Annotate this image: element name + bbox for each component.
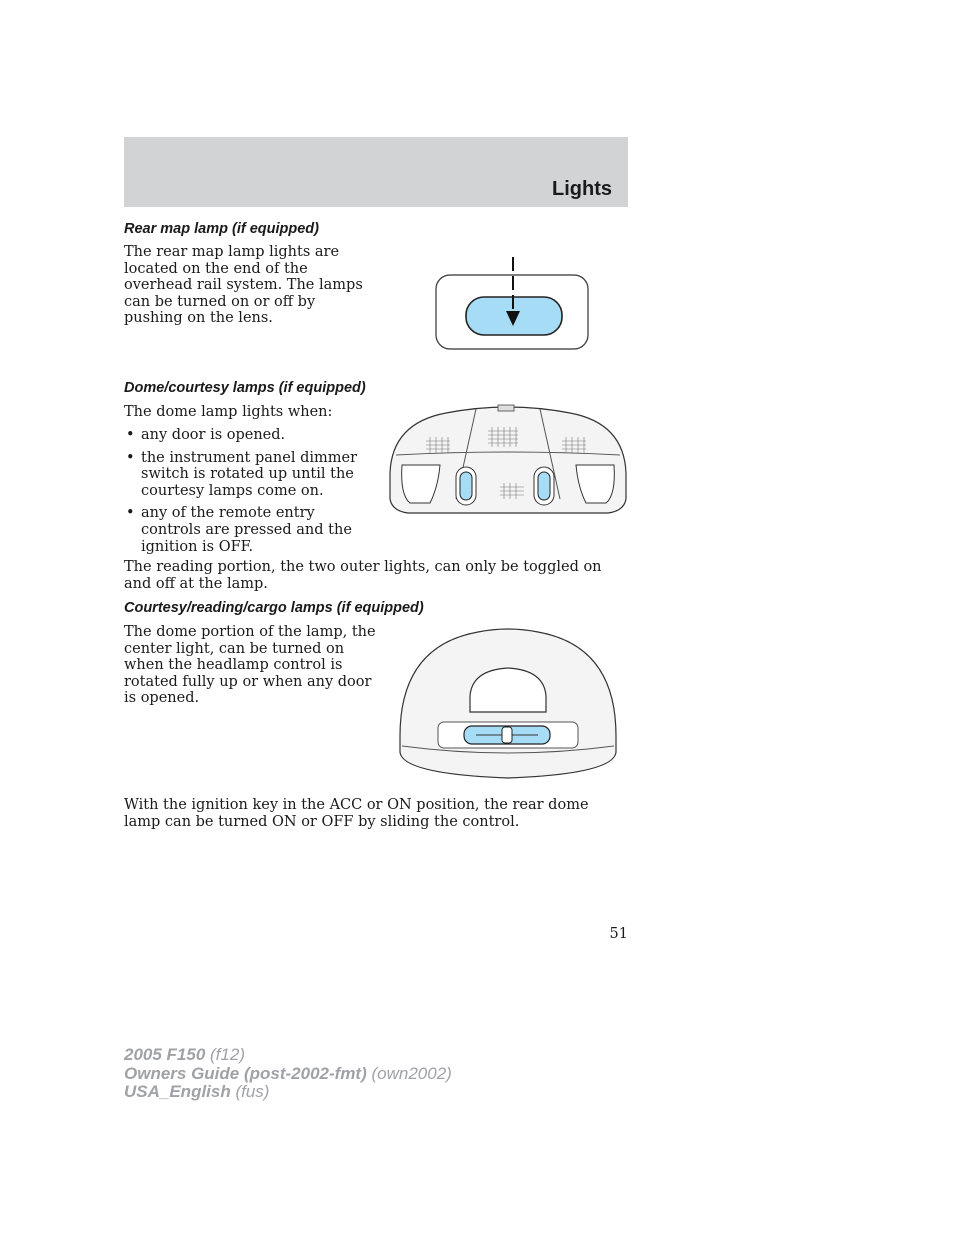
- footer-model: 2005 F150: [124, 1045, 206, 1064]
- dome-after-text: The reading portion, the two outer lights, can only be toggled on and off at the lamp.: [124, 559, 602, 592]
- list-item: • any door is opened.: [124, 427, 374, 444]
- rear-map-body: The rear map lamp lights are located on the end of the overhead rail system. The lamps can be turned on or off by pushing on the lens.: [124, 244, 363, 327]
- rear-map-lamp-illustration: [434, 255, 590, 351]
- footer-model-code: (f12): [205, 1045, 245, 1064]
- cargo-body: The dome portion of the lamp, the center light, can be turned on when the headlamp control is rotated fully up or when any door is opened.: [124, 624, 376, 707]
- footer-guide: Owners Guide (post-2002-fmt): [124, 1063, 367, 1083]
- dome-courtesy-lamp-illustration: [386, 403, 630, 517]
- cargo-lamp-illustration: [398, 626, 618, 780]
- list-item: • any of the remote entry controls are pressed and the ignition is OFF.: [124, 505, 374, 555]
- dome-heading: Dome/courtesy lamps (if equipped): [124, 380, 366, 396]
- footer-guide-code: (own2002): [366, 1063, 452, 1083]
- dome-bullet-list: [124, 427, 374, 561]
- footer-language-code: (fus): [230, 1082, 270, 1101]
- chapter-header: [124, 137, 628, 207]
- page-number: 51: [609, 926, 628, 942]
- cargo-heading: Courtesy/reading/cargo lamps (if equipped): [124, 600, 424, 616]
- rear-map-heading: Rear map lamp (if equipped): [124, 221, 319, 237]
- cargo-after-text: With the ignition key in the ACC or ON position, the rear dome lamp can be turned ON or OFF by sliding the control.: [124, 797, 589, 830]
- chapter-title: Lights: [552, 178, 612, 200]
- footer-language: USA_English: [124, 1082, 231, 1101]
- dome-intro: The dome lamp lights when:: [124, 404, 333, 420]
- document-footer: [124, 1046, 452, 1102]
- list-item: • the instrument panel dimmer switch is rotated up until the courtesy lamps come on.: [124, 450, 374, 500]
